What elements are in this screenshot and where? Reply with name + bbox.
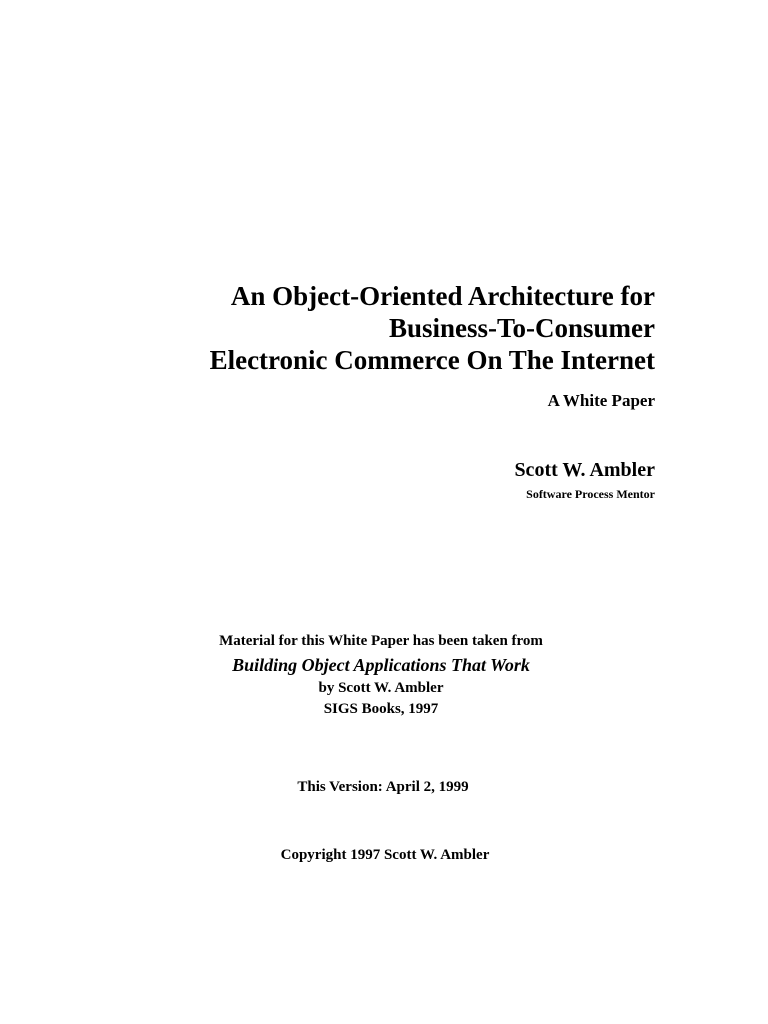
- author-name: Scott W. Ambler: [514, 459, 655, 481]
- author-role: Software Process Mentor: [526, 487, 655, 501]
- title-line-3: Electronic Commerce On The Internet: [209, 345, 655, 375]
- source-intro: Material for this White Paper has been taken from: [219, 633, 543, 649]
- title-line-1: An Object-Oriented Architecture for: [230, 281, 655, 311]
- title-line-2: Business-To-Consumer: [388, 313, 655, 343]
- document-subtitle: A White Paper: [547, 391, 655, 410]
- version-date: This Version: April 2, 1999: [297, 779, 469, 795]
- source-book-title: Building Object Applications That Work: [232, 655, 530, 675]
- document-title: [210, 280, 655, 376]
- source-by-line: by Scott W. Ambler: [318, 680, 444, 696]
- copyright-notice: Copyright 1997 Scott W. Ambler: [280, 847, 490, 863]
- source-publisher: SIGS Books, 1997: [323, 701, 439, 717]
